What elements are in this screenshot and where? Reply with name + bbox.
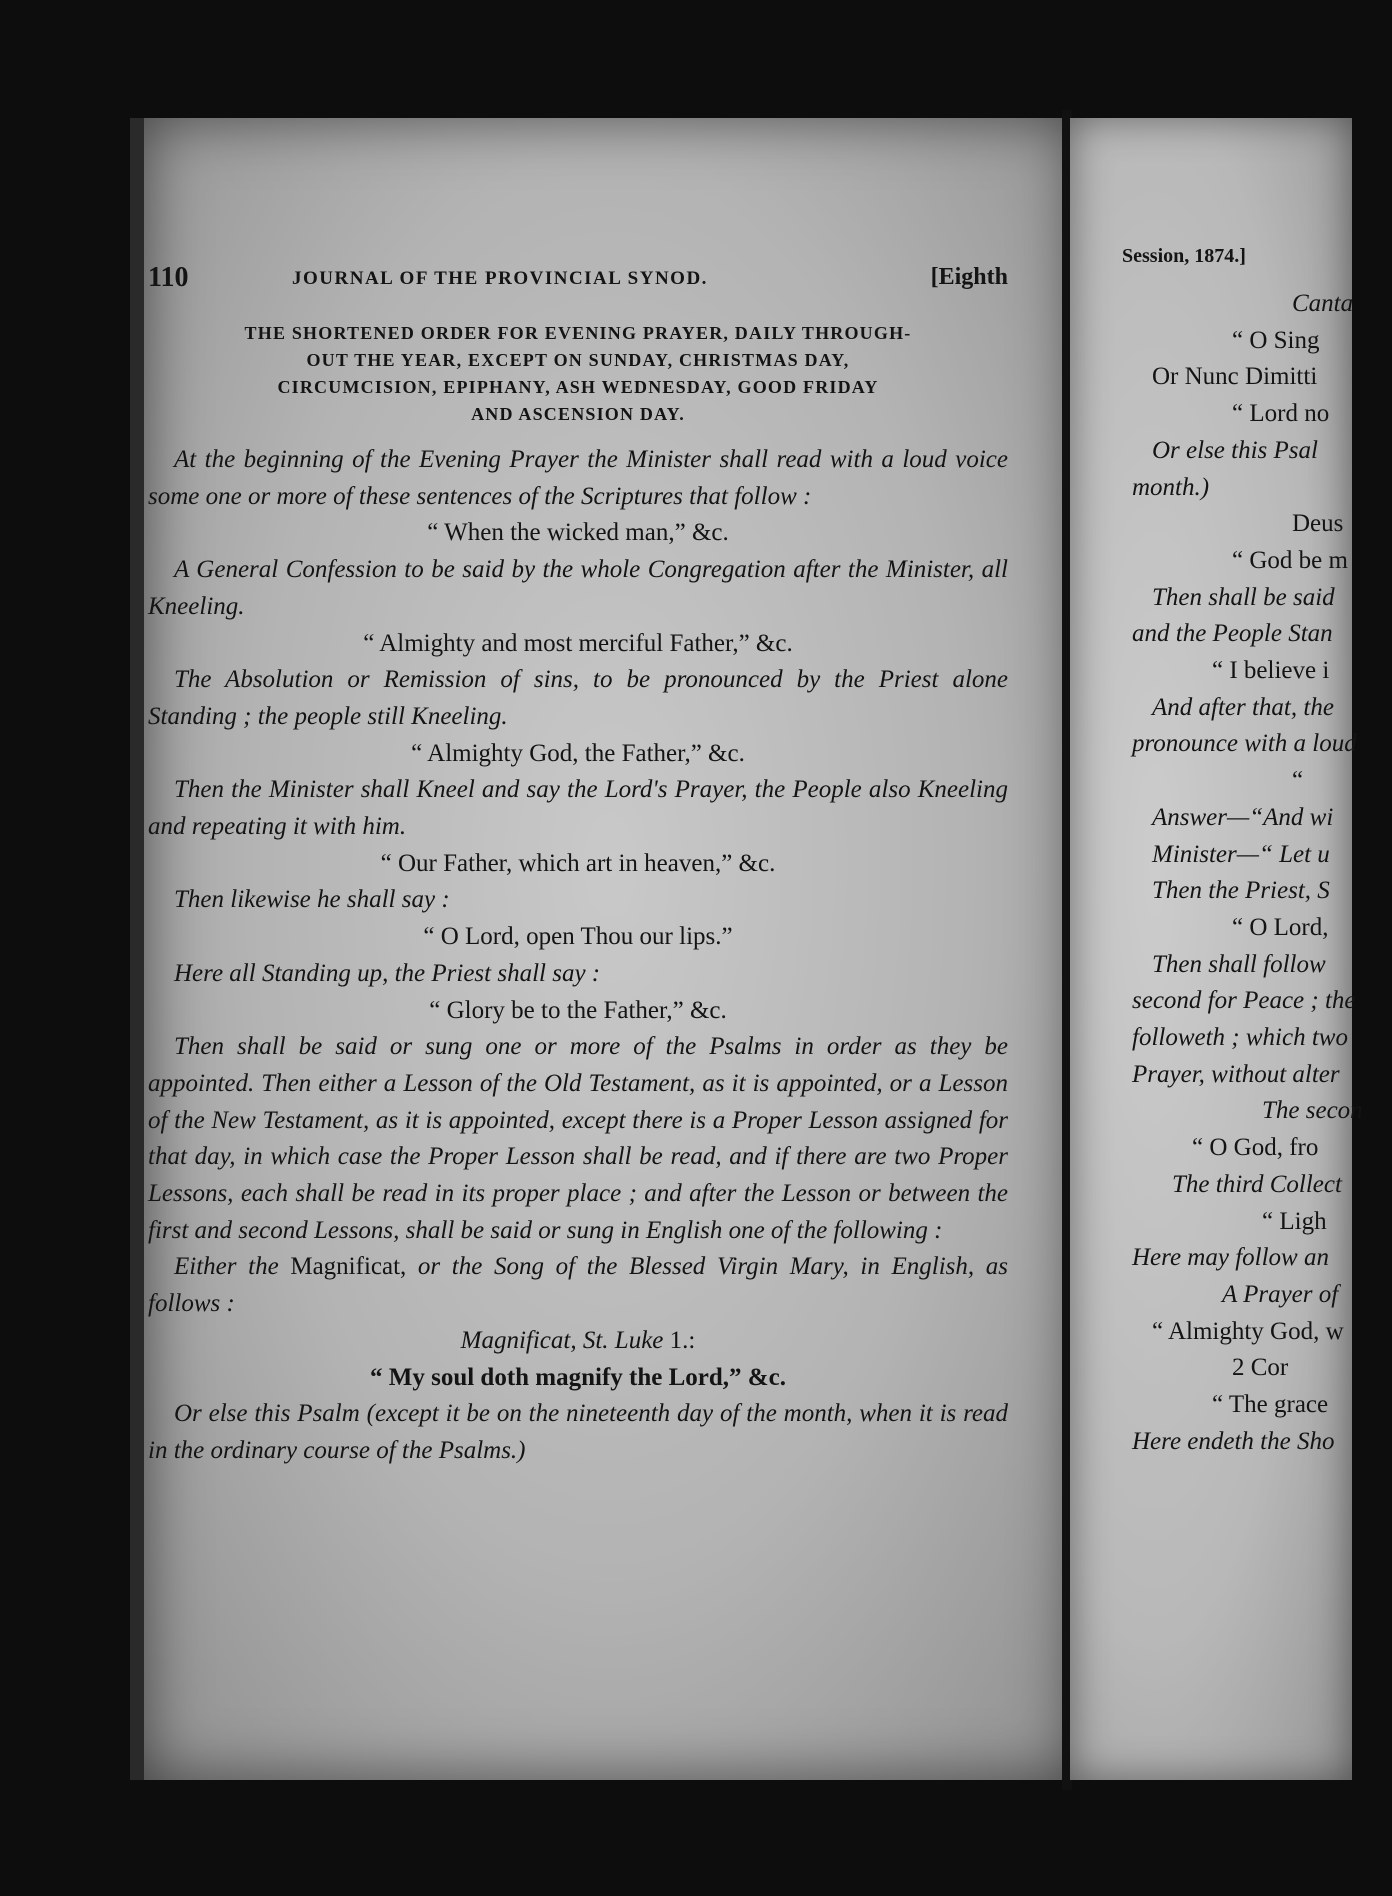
right-page-line: Answer—“And wi (1152, 803, 1334, 831)
right-page-line: “ The grace (1212, 1391, 1329, 1419)
session-label: [Eighth (930, 264, 1008, 290)
rubric-text: or the Song of the Blessed Virgin Mary, in English, as follows : (148, 1253, 1009, 1318)
rubric-paragraph (148, 1249, 1008, 1322)
rubric-paragraph: Then shall be said or sung one or more of the Psalms in order as they be appointed. Then either a Lesson of the Old Testament, as it is appointed, or a Lesson of the New Testament, as it is appointed, except there is a Proper Lesson assigned for that day, in which case the Proper Lesson shall be read, and if there are two Proper Lessons, each shall be read in its proper place ; and after the Lesson or between the first and second Lessons, shall be said or sung in English one of the following : (148, 1033, 1008, 1244)
right-page-line: “ I believe i (1212, 657, 1330, 685)
rubric-paragraph: Or else this Psalm (except it be on the nineteenth day of the month, when it is read in the ordinary course of the Psalms.) (148, 1400, 1008, 1464)
quoted-sentence: “ Glory be to the Father,” &c. (429, 996, 727, 1024)
quoted-sentence: “ Almighty God, the Father,” &c. (411, 739, 745, 767)
quoted-sentence: “ When the wicked man,” &c. (427, 519, 729, 547)
rubric-paragraph: A General Confession to be said by the whole Congregation after the Minister, all Kneeling. (148, 556, 1008, 620)
rubric-paragraph: The Absolution or Remission of sins, to be pronounced by the Priest alone Standing ; the people still Kneeling. (148, 666, 1008, 730)
quoted-sentence: “ Almighty and most merciful Father,” &c. (363, 629, 793, 657)
right-page-line: “ Almighty God, w (1152, 1317, 1344, 1345)
right-page-line: A Prayer of (1222, 1280, 1339, 1308)
right-page-line: The secon (1262, 1097, 1363, 1125)
heading-line: THE SHORTENED ORDER FOR EVENING PRAYER, DAILY THROUGH- (244, 323, 912, 343)
right-page-line: “ God be m (1232, 546, 1348, 574)
right-page-line: pronounce with a loud (1132, 730, 1357, 758)
right-page-line: Prayer, without alter (1132, 1060, 1340, 1088)
right-page-line: “ O Sing (1232, 326, 1320, 354)
rubric-paragraph: Then likewise he shall say : (174, 886, 450, 914)
right-page-content (1122, 245, 1392, 1461)
right-page-line: “ O Lord, (1232, 913, 1329, 941)
right-page-line: Here may follow an (1132, 1244, 1329, 1272)
right-page-line: month.) (1132, 473, 1210, 501)
heading-line: OUT THE YEAR, EXCEPT ON SUNDAY, CHRISTMAS DAY, (306, 350, 850, 370)
rubric-text: Either the (174, 1253, 291, 1281)
body-text (148, 442, 1008, 1470)
running-head (148, 262, 1008, 296)
right-running-head: Session, 1874.] (1122, 245, 1246, 267)
right-page-lines (1132, 286, 1392, 1461)
right-page-line: Here endeth the Sho (1132, 1427, 1335, 1455)
canticle-title-ref: St. Luke (576, 1326, 670, 1354)
right-page-line: The third Collect (1172, 1170, 1342, 1198)
right-page-line: Then shall follow (1152, 950, 1326, 978)
right-page-line: Or Nunc Dimitti (1152, 363, 1318, 391)
right-page-line: Then shall be said (1152, 583, 1335, 611)
right-page-line: “ O God, fro (1192, 1134, 1319, 1162)
right-page-line: Then the Priest, S (1152, 877, 1330, 905)
heading-line: CIRCUMCISION, EPIPHANY, ASH WEDNESDAY, GOOD FRIDAY (277, 377, 879, 397)
quoted-sentence: “ Our Father, which art in heaven,” &c. (380, 849, 776, 877)
right-page-line: 2 Cor (1232, 1354, 1289, 1382)
canticle-name: Magnificat, (290, 1253, 407, 1281)
journal-title: JOURNAL OF THE PROVINCIAL SYNOD. (292, 268, 708, 289)
canticle-title (148, 1323, 1008, 1360)
right-page-line: Canta (1292, 290, 1354, 317)
right-page-line: second for Peace ; the (1132, 987, 1356, 1015)
canticle-title-chapter: 1.: (669, 1326, 696, 1354)
page-number: 110 (148, 262, 189, 293)
right-page-line: And after that, the (1152, 693, 1334, 721)
canticle-title-name: Magnificat, (460, 1326, 577, 1354)
right-page-line: Or else this Psal (1152, 436, 1318, 464)
rubric-paragraph: Then the Minister shall Kneel and say the Lord's Prayer, the People also Kneeling and repeating it with him. (148, 776, 1008, 841)
right-page-line: “ Lord no (1232, 400, 1330, 428)
rubric-paragraph: Here all Standing up, the Priest shall say : (174, 959, 601, 987)
quoted-sentence: “ My soul doth magnify the Lord,” &c. (370, 1363, 786, 1391)
section-heading (148, 320, 1008, 428)
right-page-line: and the People Stan (1132, 620, 1333, 648)
right-page-line: Deus (1292, 510, 1344, 538)
heading-line: AND ASCENSION DAY. (471, 404, 685, 424)
right-page-line: Minister—“ Let u (1152, 840, 1330, 868)
right-page-line: followeth ; which two (1132, 1024, 1348, 1052)
quoted-sentence: “ O Lord, open Thou our lips.” (423, 923, 733, 951)
rubric-paragraph: At the beginning of the Evening Prayer the Minister shall read with a loud voice some one or more of these sentences of the Scriptures that follow : (148, 446, 1008, 510)
right-page-line: “ Ligh (1262, 1207, 1327, 1235)
right-page-line: “ (1292, 767, 1304, 795)
